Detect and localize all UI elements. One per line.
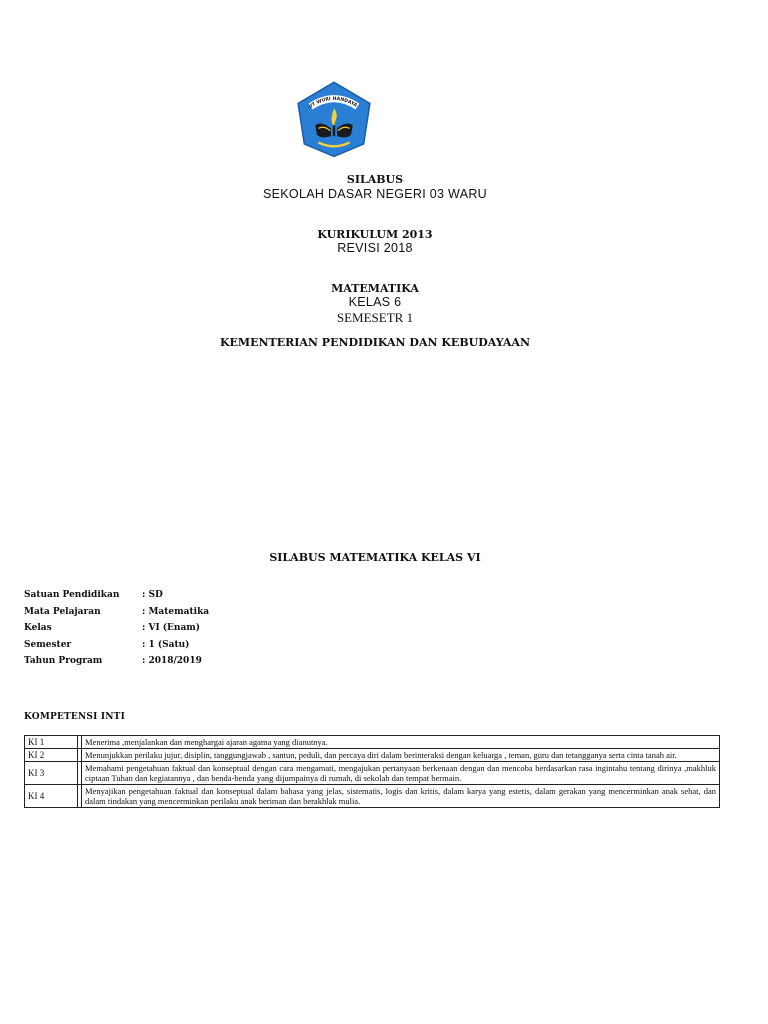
info-value: : 1 (Satu) [142, 639, 190, 650]
ki-code: KI 4 [25, 785, 78, 808]
info-label: Tahun Program [24, 656, 103, 666]
ministry-title: KEMENTERIAN PENDIDIKAN DAN KEBUDAYAAN [219, 336, 531, 349]
cover-title: SILABUS [346, 173, 404, 186]
ki-description: Menyajikan pengetahuan faktual dan konseptual dalam bahasa yang jelas, sistematis, logis dan kritis, dalam karya yang estetis, dalam gerakan yang mencerminkan anak sehat, dan dalam tindakan yang mencerminkan perilaku anak beriman dan berakhlak mulia. [82, 785, 720, 808]
info-label: Satuan Pendidikan [24, 590, 120, 600]
ki-code: KI 3 [25, 762, 78, 785]
info-row [24, 587, 209, 604]
subject-title: MATEMATIKA [331, 282, 419, 295]
grade-text: KELAS 6 [348, 295, 402, 309]
table-row [25, 762, 720, 785]
ki-description: Menunjukkan perilaku jujur, disiplin, tanggungjawab , santun, peduli, dan percaya diri dalam berinteraksi dengan keluarga , teman, guru dan tetangganya serta cinta tanah air. [82, 749, 720, 762]
tut-wuri-handayani-logo [295, 80, 373, 158]
ki-heading: KOMPETENSI INTI [24, 712, 125, 722]
table-row [25, 736, 720, 749]
info-row [24, 637, 209, 654]
info-row [24, 620, 209, 637]
table-row [25, 785, 720, 808]
ki-table [24, 735, 720, 808]
school-name: SEKOLAH DASAR NEGERI 03 WARU [263, 187, 487, 201]
info-row [24, 604, 209, 621]
ki-code: KI 2 [25, 749, 78, 762]
logo-motto-text: UT WURI HANDAYA [308, 96, 358, 110]
identity-info-block [24, 587, 209, 670]
info-value: : SD [142, 590, 163, 600]
info-value: : VI (Enam) [142, 623, 201, 633]
ki-description: Memahami pengetahuan faktual dan konseptual dengan cara mengamati, mengajukan pertanyaan berkenaan dengan dan mencoba berdasarkan rasa ingintahu tentang dirinya ,makhluk ciptaan Tuhan dan kegiatannya , dan benda-benda yang dijumpainya di rumah, di sekolah dan tempat bermain. [82, 762, 720, 785]
semester-text: SEMESETR 1 [336, 310, 414, 325]
syllabus-title: SILABUS MATEMATIKA KELAS VI [269, 551, 481, 564]
curriculum-title: KURIKULUM 2013 [317, 228, 433, 241]
revision-text: REVISI 2018 [337, 241, 413, 255]
ki-description: Menerima ,menjalankan dan menghargai ajaran agama yang dianutnya. [82, 736, 720, 749]
info-label: Semester [24, 639, 72, 650]
table-row [25, 749, 720, 762]
info-value: : Matematika [142, 606, 210, 617]
info-label: Mata Pelajaran [24, 606, 101, 617]
info-value: : 2018/2019 [142, 656, 202, 666]
info-label: Kelas [24, 623, 52, 633]
ki-code: KI 1 [25, 736, 78, 749]
info-row [24, 653, 209, 670]
